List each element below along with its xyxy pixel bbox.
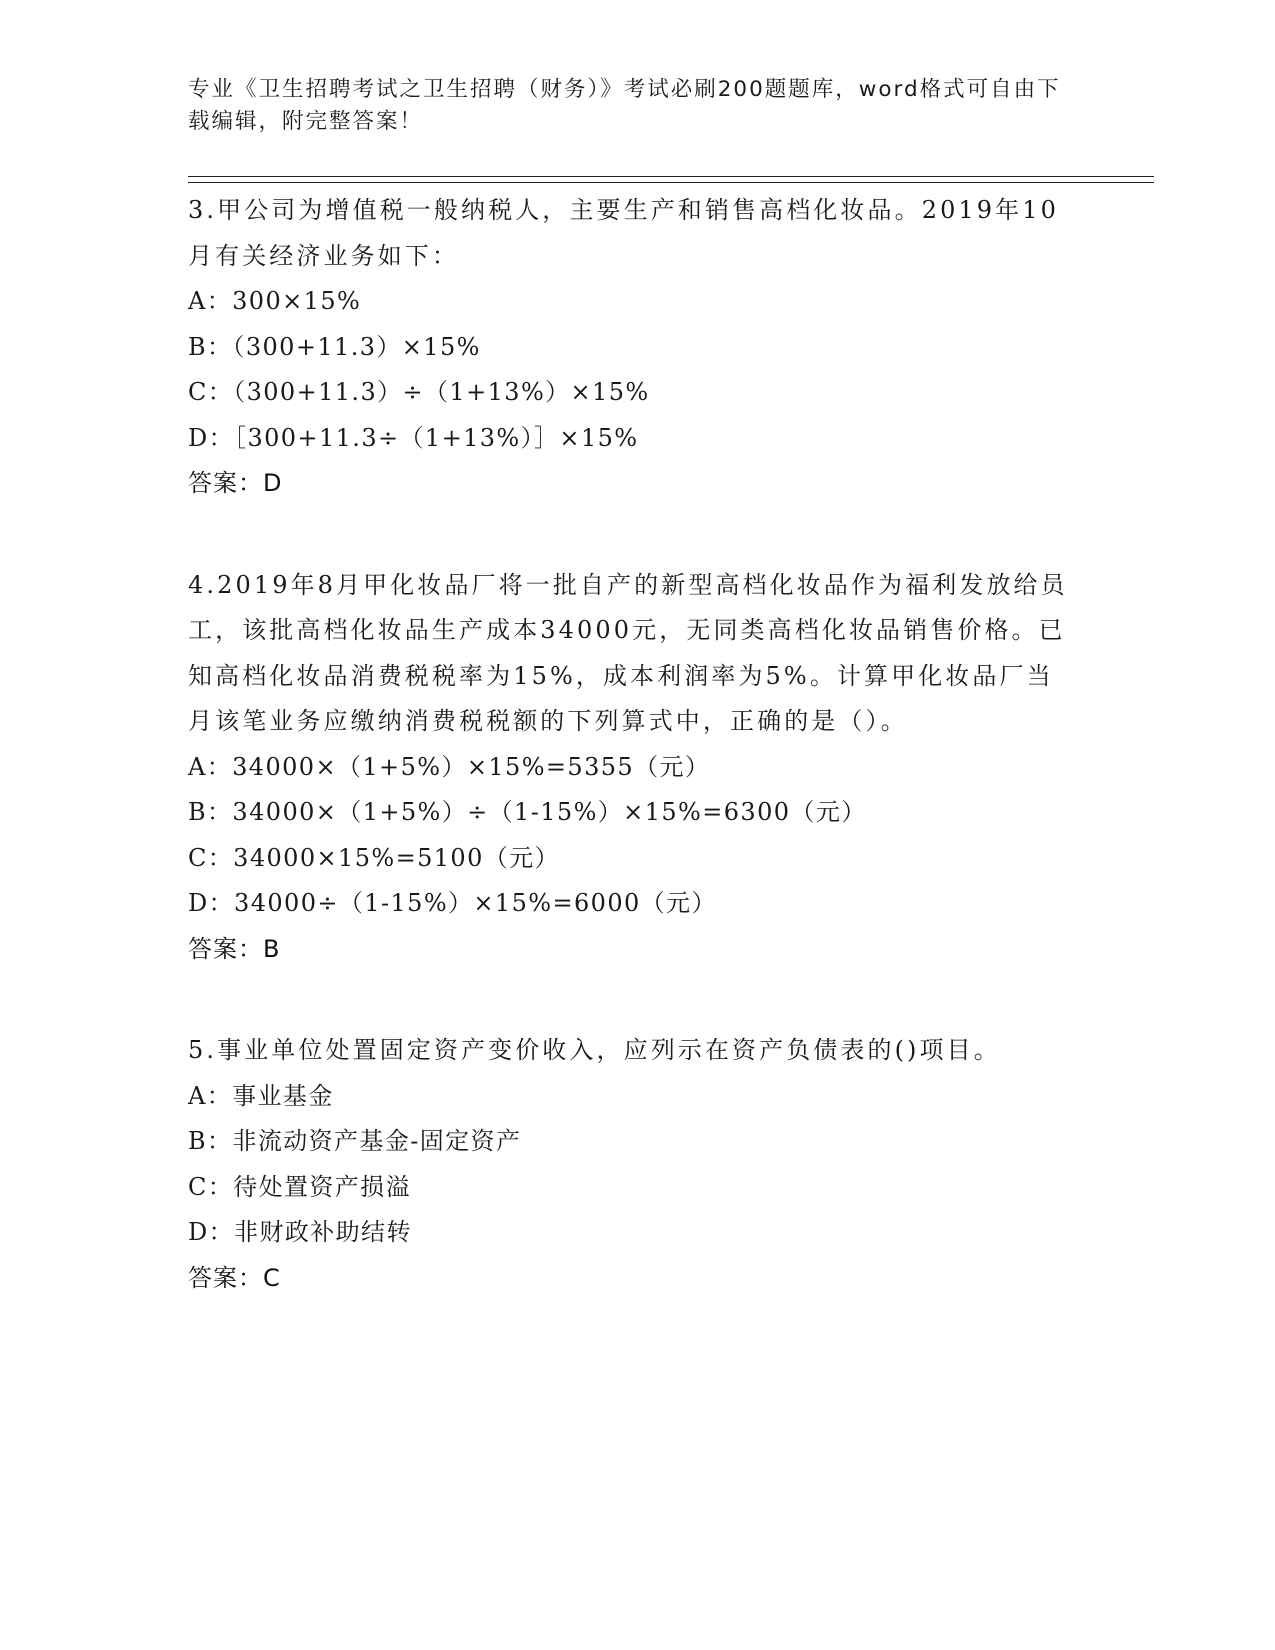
option-d: D：34000÷（1-15%）×15%=6000（元） [188, 889, 717, 917]
question-5 [188, 1028, 1068, 1301]
answer-line: 答案：C [188, 1263, 281, 1292]
option-b: B：（300+11.3）×15% [188, 332, 481, 361]
option-b: B：34000×（1+5%）÷（1-15%）×15%=6300（元） [188, 798, 867, 826]
option-c: C：待处置资产损溢 [188, 1172, 411, 1201]
option-a: A：300×15% [188, 287, 362, 315]
header-divider-top [188, 176, 1154, 177]
option-d: D：非财政补助结转 [188, 1218, 412, 1246]
header-divider-bottom [188, 182, 1154, 183]
option-a: A：34000×（1+5%）×15%=5355（元） [188, 752, 711, 781]
option-d: D：［300+11.3÷（1+13%）］×15% [188, 423, 639, 452]
option-b: B：非流动资产基金-固定资产 [188, 1127, 522, 1155]
question-list [188, 188, 1068, 1301]
option-c: C：（300+11.3）÷（1+13%）×15% [188, 378, 650, 406]
question-4 [188, 563, 1068, 973]
answer-line: 答案：D [188, 469, 283, 497]
document-header: 专业《卫生招聘考试之卫生招聘（财务）》考试必刷200题题库，word格式可自由下载编辑，附完整答案！ [188, 77, 1061, 134]
option-a: A：事业基金 [188, 1081, 334, 1110]
question-spacer [188, 507, 1068, 563]
question-stem: 3.甲公司为增值税一般纳税人，主要生产和销售高档化妆品。2019年10月有关经济业务如下： [188, 196, 1060, 270]
question-stem: 4.2019年8月甲化妆品厂将一批自产的新型高档化妆品作为福利发放给员工，该批高档化妆品生产成本34000元，无同类高档化妆品销售价格。已知高档化妆品消费税税率为15%，成本利润率为5%。计算甲化妆品厂当月该笔业务应缴纳消费税税额的下列算式中，正确的是（）。 [188, 570, 1068, 735]
answer-line: 答案：B [188, 934, 281, 963]
question-3 [188, 188, 1068, 507]
option-c: C：34000×15%=5100（元） [188, 843, 560, 872]
question-spacer [188, 972, 1068, 1028]
question-stem: 5.事业单位处置固定资产变价收入，应列示在资产负债表的()项目。 [188, 1036, 1001, 1064]
